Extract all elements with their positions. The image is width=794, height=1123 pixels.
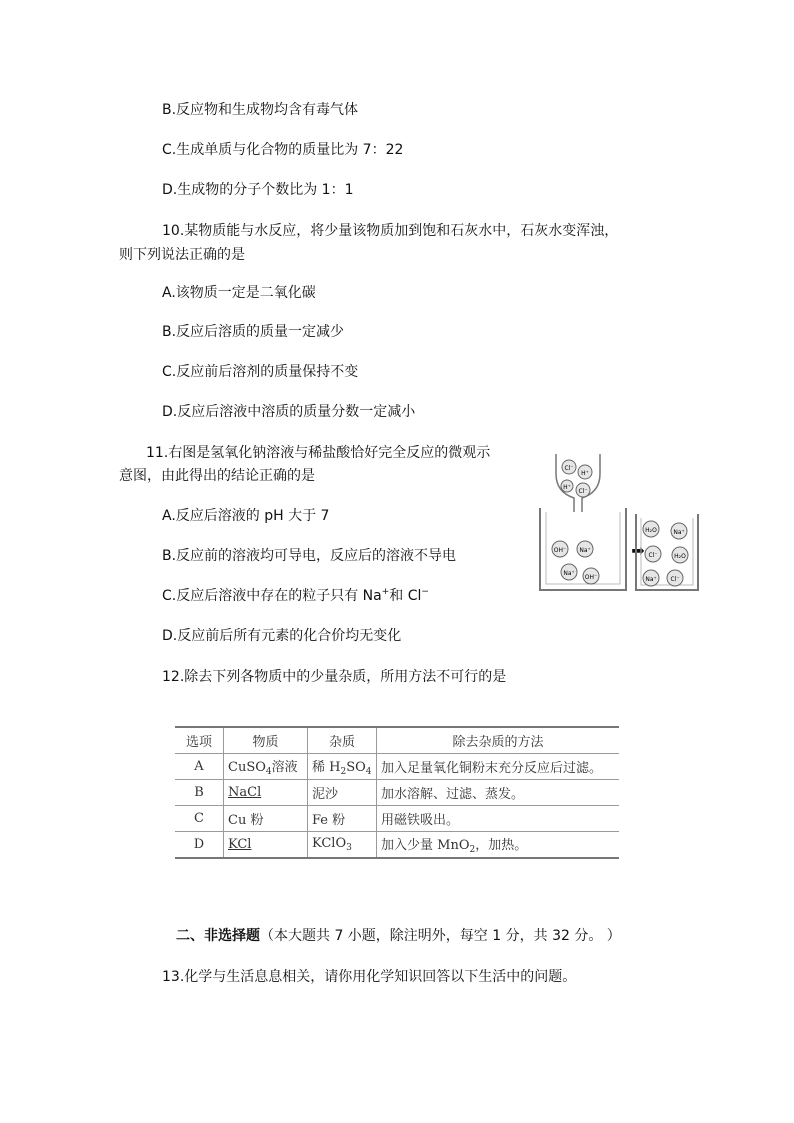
beaker2-ion-2-label: Na⁺ xyxy=(673,529,685,536)
q11-option-d: D.反应前后所有元素的化合价均无变化 xyxy=(162,628,402,644)
beaker2-ion-1-label: H₂O xyxy=(645,527,657,534)
row-d-method: 加入少量 MnO$_2$，加热。 xyxy=(377,832,620,859)
header-impurity: 杂质 xyxy=(308,727,377,754)
q11-option-a: A.反应后溶液的 pH 大于 7 xyxy=(162,508,330,524)
funnel-ion-2-label: H⁺ xyxy=(581,470,589,477)
beaker1-ion-4-label: OH⁻ xyxy=(584,574,598,581)
table-row xyxy=(175,780,619,806)
q9-option-c: C.生成单质与化合物的质量比为 7：22 xyxy=(162,142,404,158)
row-d-substance: KCl xyxy=(224,832,308,859)
q10-option-b: B.反应后溶质的质量一定减少 xyxy=(162,324,345,340)
row-b-option: B xyxy=(175,780,224,806)
row-d-option: D xyxy=(175,832,224,859)
q9-option-d: D.生成物的分子个数比为 1：1 xyxy=(162,182,354,198)
beaker1-ion-2-label: Na⁺ xyxy=(579,547,591,554)
table-row xyxy=(175,832,619,859)
q10-option-a: A.该物质一定是二氧化碳 xyxy=(162,285,316,301)
header-substance: 物质 xyxy=(224,727,308,754)
table-header-row xyxy=(175,727,619,754)
row-b-substance: NaCl xyxy=(224,780,308,806)
row-a-option: A xyxy=(175,754,224,780)
q10-stem-line1: 10.某物质能与水反应，将少量该物质加到饱和石灰水中，石灰水变浑浊， xyxy=(162,223,619,239)
row-b-method: 加水溶解、过滤、蒸发。 xyxy=(377,780,620,806)
row-a-impurity: 稀 $H_2SO_4$ xyxy=(308,754,377,780)
table-row xyxy=(175,754,619,780)
reaction-arrow-icon: ➡ xyxy=(631,541,645,560)
section2-heading: 二、非选择题（本大题共 7 小题，除注明外，每空 1 分，共 32 分。 ） xyxy=(176,928,621,944)
impurity-table xyxy=(175,726,619,858)
q11-stem-line2: 意图，由此得出的结论正确的是 xyxy=(119,468,315,484)
funnel-ion-1-label: Cl⁻ xyxy=(564,465,574,472)
q9-option-b: B.反应物和生成物均含有毒气体 xyxy=(162,102,359,118)
q11-stem-line1: 11.右图是氢氧化钠溶液与稀盐酸恰好完全反应的微观示 xyxy=(146,445,491,461)
beaker2-ion-4-label: H₂O xyxy=(674,553,686,560)
header-option: 选项 xyxy=(175,727,224,754)
q10-option-c: C.反应前后溶剂的质量保持不变 xyxy=(162,364,359,380)
beaker2-ion-3-label: Cl⁻ xyxy=(648,552,658,559)
beaker1-ion-1-label: OH⁻ xyxy=(553,547,567,554)
q10-stem-line2: 则下列说法正确的是 xyxy=(119,247,245,263)
funnel-ion-3-label: H⁺ xyxy=(563,484,571,491)
row-a-method: 加入足量氧化铜粉末充分反应后过滤。 xyxy=(377,754,620,780)
header-method: 除去杂质的方法 xyxy=(377,727,620,754)
neutralization-diagram xyxy=(538,452,700,596)
q10-option-d: D.反应后溶液中溶质的质量分数一定减小 xyxy=(162,404,416,420)
row-c-substance: Cu 粉 xyxy=(224,806,308,832)
funnel-ion-4-label: Cl⁻ xyxy=(578,488,588,495)
beaker2-ion-5-label: Na⁺ xyxy=(645,576,657,583)
table-row xyxy=(175,806,619,832)
row-c-impurity: Fe 粉 xyxy=(308,806,377,832)
q13-stem: 13.化学与生活息息相关，请你用化学知识回答以下生活中的问题。 xyxy=(162,969,577,985)
row-a-substance: CuSO$_4$溶液 xyxy=(224,754,308,780)
q11-option-c: C.反应后溶液中存在的粒子只有 Na+和 Cl− xyxy=(162,587,429,604)
beaker1-ion-3-label: Na⁺ xyxy=(563,570,575,577)
q11-option-b: B.反应前的溶液均可导电，反应后的溶液不导电 xyxy=(162,548,457,564)
row-b-impurity: 泥沙 xyxy=(308,780,377,806)
row-c-method: 用磁铁吸出。 xyxy=(377,806,620,832)
beaker2-ion-6-label: Cl⁻ xyxy=(670,576,680,583)
row-d-impurity: KClO$_3$ xyxy=(308,832,377,859)
q12-stem: 12.除去下列各物质中的少量杂质，所用方法不可行的是 xyxy=(162,669,507,685)
row-c-option: C xyxy=(175,806,224,832)
